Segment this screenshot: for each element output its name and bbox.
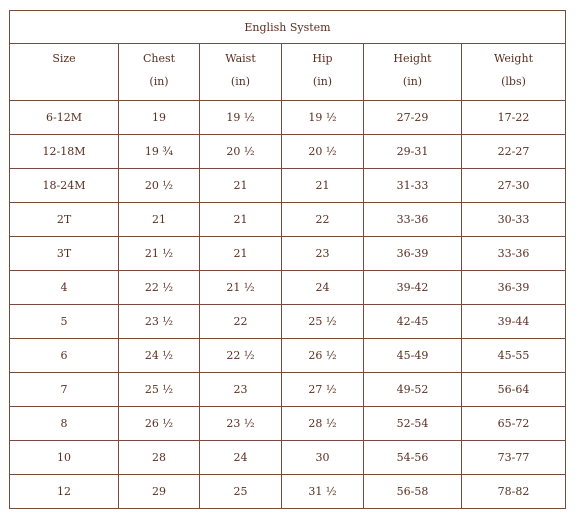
table-cell-size: 10 bbox=[10, 441, 119, 475]
table-cell-weight: 78-82 bbox=[462, 475, 566, 509]
table-row bbox=[10, 203, 566, 237]
column-header-chest bbox=[119, 44, 200, 101]
column-header-unit: (in) bbox=[312, 75, 333, 88]
table-cell-waist: 21 bbox=[200, 237, 282, 271]
table-cell-hip: 19 ½ bbox=[282, 101, 364, 135]
table-cell-chest: 22 ½ bbox=[119, 271, 200, 305]
table-cell-waist: 22 bbox=[200, 305, 282, 339]
table-cell-size: 8 bbox=[10, 407, 119, 441]
table-cell-waist: 19 ½ bbox=[200, 101, 282, 135]
column-header-label: Height bbox=[393, 52, 432, 65]
table-cell-size: 2T bbox=[10, 203, 119, 237]
table-header-row bbox=[10, 44, 566, 101]
table-title-row bbox=[10, 11, 566, 44]
table-cell-height: 29-31 bbox=[364, 135, 462, 169]
table-cell-weight: 39-44 bbox=[462, 305, 566, 339]
column-header-inner bbox=[10, 44, 118, 70]
column-header-size bbox=[10, 44, 119, 101]
table-cell-size: 12-18M bbox=[10, 135, 119, 169]
column-header-inner bbox=[462, 44, 565, 93]
table-row bbox=[10, 237, 566, 271]
table-cell-waist: 21 bbox=[200, 203, 282, 237]
column-header-inner bbox=[364, 44, 461, 93]
table-row bbox=[10, 135, 566, 169]
table-cell-chest: 26 ½ bbox=[119, 407, 200, 441]
column-header-label: Size bbox=[52, 52, 76, 65]
table-cell-chest: 29 bbox=[119, 475, 200, 509]
column-header-label: Weight bbox=[494, 52, 533, 65]
table-cell-weight: 36-39 bbox=[462, 271, 566, 305]
table-cell-hip: 27 ½ bbox=[282, 373, 364, 407]
column-header-inner bbox=[282, 44, 363, 93]
column-header-weight bbox=[462, 44, 566, 101]
table-cell-weight: 33-36 bbox=[462, 237, 566, 271]
table-row bbox=[10, 339, 566, 373]
column-header-unit: (in) bbox=[402, 75, 423, 88]
table-row bbox=[10, 373, 566, 407]
column-header-label: Hip bbox=[312, 52, 333, 65]
table-cell-hip: 30 bbox=[282, 441, 364, 475]
table-cell-height: 45-49 bbox=[364, 339, 462, 373]
table-cell-weight: 30-33 bbox=[462, 203, 566, 237]
table-cell-chest: 19 ¾ bbox=[119, 135, 200, 169]
table-cell-chest: 20 ½ bbox=[119, 169, 200, 203]
table-row bbox=[10, 169, 566, 203]
table-cell-height: 42-45 bbox=[364, 305, 462, 339]
table-cell-weight: 27-30 bbox=[462, 169, 566, 203]
column-header-hip bbox=[282, 44, 364, 101]
table-cell-height: 39-42 bbox=[364, 271, 462, 305]
table-cell-hip: 20 ½ bbox=[282, 135, 364, 169]
table-cell-height: 54-56 bbox=[364, 441, 462, 475]
table-cell-size: 12 bbox=[10, 475, 119, 509]
column-header-unit: (in) bbox=[230, 75, 251, 88]
table-cell-weight: 56-64 bbox=[462, 373, 566, 407]
table-cell-size: 5 bbox=[10, 305, 119, 339]
table-cell-waist: 23 bbox=[200, 373, 282, 407]
column-header-unit: (in) bbox=[149, 75, 169, 88]
column-header-height bbox=[364, 44, 462, 101]
table-cell-waist: 25 bbox=[200, 475, 282, 509]
column-header-label: Waist bbox=[225, 52, 256, 65]
table-cell-waist: 24 bbox=[200, 441, 282, 475]
table-cell-size: 6 bbox=[10, 339, 119, 373]
column-header-unit: (lbs) bbox=[501, 75, 526, 88]
table-cell-weight: 22-27 bbox=[462, 135, 566, 169]
table-cell-hip: 21 bbox=[282, 169, 364, 203]
table-cell-waist: 22 ½ bbox=[200, 339, 282, 373]
column-header-waist bbox=[200, 44, 282, 101]
table-row bbox=[10, 407, 566, 441]
table-cell-size: 3T bbox=[10, 237, 119, 271]
table-cell-height: 49-52 bbox=[364, 373, 462, 407]
table-cell-hip: 24 bbox=[282, 271, 364, 305]
table-cell-chest: 21 ½ bbox=[119, 237, 200, 271]
table-cell-hip: 22 bbox=[282, 203, 364, 237]
table-cell-waist: 20 ½ bbox=[200, 135, 282, 169]
table-cell-weight: 45-55 bbox=[462, 339, 566, 373]
table-cell-waist: 21 ½ bbox=[200, 271, 282, 305]
table-cell-chest: 28 bbox=[119, 441, 200, 475]
column-header-inner bbox=[200, 44, 281, 93]
table-cell-weight: 65-72 bbox=[462, 407, 566, 441]
table-cell-hip: 25 ½ bbox=[282, 305, 364, 339]
table-cell-height: 56-58 bbox=[364, 475, 462, 509]
table-row bbox=[10, 101, 566, 135]
table-row bbox=[10, 475, 566, 509]
table-cell-size: 7 bbox=[10, 373, 119, 407]
table-cell-weight: 17-22 bbox=[462, 101, 566, 135]
table-title: English System bbox=[10, 11, 566, 44]
table-cell-chest: 25 ½ bbox=[119, 373, 200, 407]
table-cell-hip: 28 ½ bbox=[282, 407, 364, 441]
table-cell-chest: 24 ½ bbox=[119, 339, 200, 373]
table-cell-height: 27-29 bbox=[364, 101, 462, 135]
column-header-label: Chest bbox=[142, 52, 176, 65]
table-cell-height: 36-39 bbox=[364, 237, 462, 271]
table-cell-height: 52-54 bbox=[364, 407, 462, 441]
table-cell-size: 4 bbox=[10, 271, 119, 305]
table-row bbox=[10, 305, 566, 339]
table-cell-waist: 21 bbox=[200, 169, 282, 203]
size-chart-table bbox=[9, 10, 566, 509]
table-body bbox=[10, 101, 566, 509]
table-cell-chest: 19 bbox=[119, 101, 200, 135]
table-row bbox=[10, 441, 566, 475]
table-cell-weight: 73-77 bbox=[462, 441, 566, 475]
table-cell-height: 33-36 bbox=[364, 203, 462, 237]
table-cell-hip: 23 bbox=[282, 237, 364, 271]
table-row bbox=[10, 271, 566, 305]
table-cell-hip: 26 ½ bbox=[282, 339, 364, 373]
column-header-inner bbox=[119, 44, 199, 93]
table-cell-hip: 31 ½ bbox=[282, 475, 364, 509]
table-cell-chest: 21 bbox=[119, 203, 200, 237]
table-cell-height: 31-33 bbox=[364, 169, 462, 203]
table-cell-size: 6-12M bbox=[10, 101, 119, 135]
table-cell-size: 18-24M bbox=[10, 169, 119, 203]
table-cell-waist: 23 ½ bbox=[200, 407, 282, 441]
table-cell-chest: 23 ½ bbox=[119, 305, 200, 339]
